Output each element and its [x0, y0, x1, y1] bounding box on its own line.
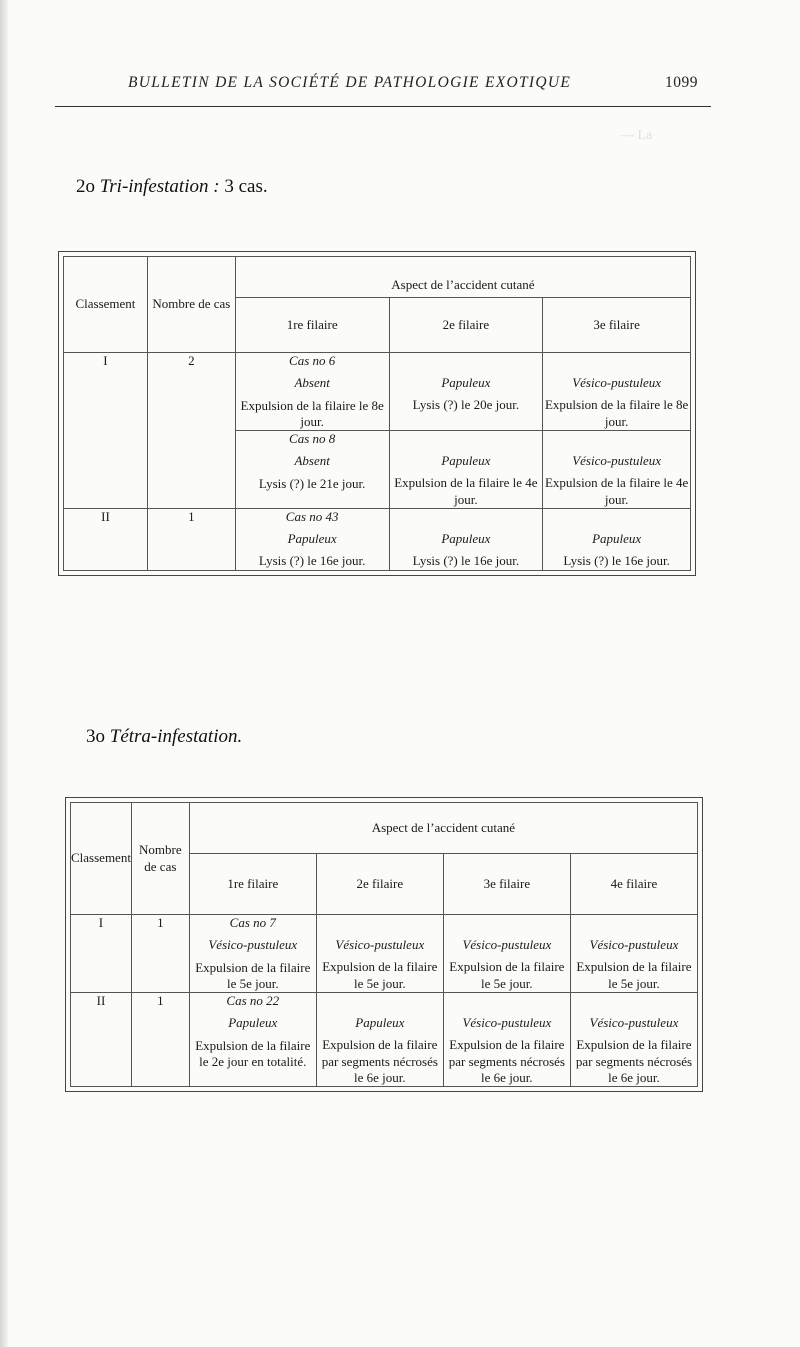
nombre-cell: 1 — [147, 508, 235, 570]
aspect-label: Papuleux — [228, 1015, 278, 1031]
filaire-2-cell — [316, 915, 443, 993]
outcome-text: Expulsion de la filaire par segments nécrosés le 6e jour. — [321, 1037, 438, 1085]
header-filaire-4: 4e filaire — [570, 854, 697, 915]
aspect-label: Vésico-pustuleux — [589, 1015, 679, 1030]
filaire-2-cell — [389, 508, 543, 570]
filaire-1-cell — [189, 993, 316, 1087]
filaire-4-cell — [570, 915, 697, 993]
header-classement: Classement — [71, 803, 132, 915]
header-rule — [55, 106, 711, 107]
filaire-2-cell — [389, 431, 543, 509]
table-row — [71, 915, 698, 993]
header-filaire-3: 3e filaire — [443, 854, 570, 915]
aspect-label: Vésico-pustuleux — [462, 1015, 552, 1030]
filaire-2-cell — [316, 993, 443, 1087]
header-aspect: Aspect de l’accident cutané — [189, 803, 697, 854]
filaire-3-cell — [443, 993, 570, 1087]
outcome-text: Expulsion de la filaire le 5e jour. — [322, 959, 438, 991]
header-filaire-1: 1re filaire — [235, 298, 389, 353]
classement-cell: I — [71, 915, 132, 993]
filaire-1-cell — [189, 915, 316, 993]
section-title: Tri-infestation : — [99, 176, 220, 197]
filaire-1-cell — [235, 353, 389, 431]
header-filaire-3: 3e filaire — [543, 298, 691, 353]
aspect-label: Vésico-pustuleux — [335, 937, 425, 952]
nombre-cell: 1 — [131, 915, 189, 993]
cas-label: Cas no 8 — [289, 431, 336, 446]
section-number: 3o — [86, 726, 105, 747]
header-classement: Classement — [64, 257, 148, 353]
aspect-label: Papuleux — [592, 530, 642, 546]
outcome-text: Lysis (?) le 16e jour. — [412, 553, 520, 568]
section-count: 3 cas. — [224, 176, 268, 197]
running-head — [128, 74, 698, 92]
outcome-text: Lysis (?) le 16e jour. — [563, 553, 670, 568]
aspect-label: Vésico-pustuleux — [572, 453, 662, 468]
aspect-label: Papuleux — [287, 531, 337, 546]
section-heading-tetra — [86, 726, 242, 748]
filaire-3-cell — [543, 508, 691, 570]
outcome-text: Lysis (?) le 21e jour. — [258, 475, 366, 491]
outcome-text: Expulsion de la filaire le 8e jour. — [544, 397, 689, 429]
outcome-text: Expulsion de la filaire par segments nécrosés le 6e jour. — [448, 1037, 565, 1085]
filaire-4-cell — [570, 993, 697, 1087]
outcome-text: Lysis (?) le 20e jour. — [412, 397, 520, 413]
journal-title: BULLETIN DE LA SOCIÉTÉ DE PATHOLOGIE EXOTIQUE — [128, 74, 572, 91]
header-nombre: Nombre de cas — [147, 257, 235, 353]
page-number: 1099 — [665, 74, 698, 91]
cas-label: Cas no 6 — [289, 353, 336, 368]
aspect-label: Vésico-pustuleux — [208, 937, 298, 953]
outcome-text: Expulsion de la filaire le 4e jour. — [394, 475, 538, 507]
cas-label: Cas no 22 — [226, 993, 280, 1008]
aspect-label: Vésico-pustuleux — [572, 375, 662, 390]
outcome-text: Expulsion de la filaire par segments nécrosés le 6e jour. — [575, 1037, 693, 1085]
aspect-label: Absent — [294, 375, 330, 391]
classement-cell: II — [71, 993, 132, 1087]
filaire-3-cell — [443, 915, 570, 993]
table-row — [64, 353, 691, 431]
outcome-text: Lysis (?) le 16e jour. — [258, 553, 366, 569]
header-aspect: Aspect de l’accident cutané — [235, 257, 690, 298]
outcome-text: Expulsion de la filaire le 5e jour. — [576, 959, 692, 991]
filaire-1-cell — [235, 508, 389, 570]
section-title: Tétra-infestation. — [109, 726, 243, 747]
outcome-text: Expulsion de la filaire le 5e jour. — [195, 959, 311, 991]
nombre-cell: 2 — [147, 353, 235, 509]
show-through-text: — La — [620, 128, 653, 143]
outcome-text: Expulsion de la filaire le 5e jour. — [449, 959, 565, 991]
header-nombre: Nombre de cas — [131, 803, 189, 915]
filaire-2-cell — [389, 353, 543, 431]
cas-label: Cas no 7 — [229, 915, 276, 930]
aspect-label: Papuleux — [441, 453, 491, 468]
aspect-label: Papuleux — [441, 530, 491, 546]
outcome-text: Expulsion de la filaire le 2e jour en totalité. — [195, 1037, 311, 1069]
section-heading-tri — [76, 176, 268, 198]
aspect-label: Papuleux — [441, 375, 491, 390]
header-filaire-2: 2e filaire — [389, 298, 543, 353]
filaire-3-cell — [543, 353, 691, 431]
aspect-label: Vésico-pustuleux — [462, 937, 552, 952]
aspect-label: Absent — [294, 453, 330, 469]
table-tetra-infestation — [70, 802, 698, 1087]
classement-cell: II — [64, 508, 148, 570]
table-row — [64, 508, 691, 570]
filaire-1-cell — [235, 431, 389, 509]
nombre-cell: 1 — [131, 993, 189, 1087]
filaire-3-cell — [543, 431, 691, 509]
page-edge-shadow — [0, 0, 8, 1347]
header-filaire-1: 1re filaire — [189, 854, 316, 915]
table-row — [71, 993, 698, 1087]
table-tri-infestation — [63, 256, 691, 571]
aspect-label: Vésico-pustuleux — [589, 937, 679, 952]
outcome-text: Expulsion de la filaire le 8e jour. — [240, 397, 384, 429]
classement-cell: I — [64, 353, 148, 509]
section-number: 2o — [76, 176, 95, 197]
cas-label: Cas no 43 — [285, 508, 339, 524]
header-filaire-2: 2e filaire — [316, 854, 443, 915]
aspect-label: Papuleux — [355, 1015, 405, 1030]
outcome-text: Expulsion de la filaire le 4e jour. — [544, 475, 689, 507]
